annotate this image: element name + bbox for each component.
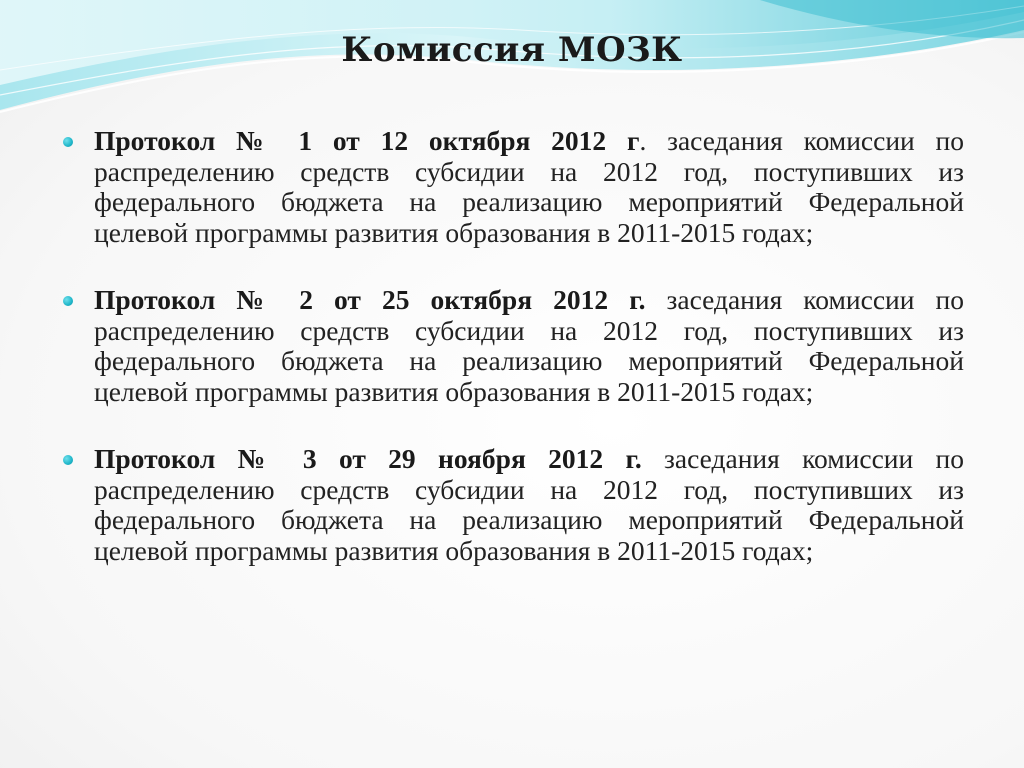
bullet-icon <box>63 296 73 306</box>
protocol-description: заседания комиссии по распределению средств субсидии на 2012 год, поступивших из федерального бюджета на реализацию мероприятий Федеральной целевой программы развития образования в 2011-2015 годах; <box>94 284 964 407</box>
slide-title: Комиссия МОЗК <box>341 30 683 70</box>
list-item <box>60 126 964 248</box>
protocol-title: Протокол № 3 от 29 ноября 2012 г. <box>94 443 642 474</box>
list-item <box>60 285 964 407</box>
bullet-list <box>60 126 964 603</box>
protocol-description: заседания комиссии по распределению средств субсидии на 2012 год, поступивших из федерального бюджета на реализацию мероприятий Федеральной целевой программы развития образования в 2011-2015 годах; <box>94 443 964 566</box>
bullet-icon <box>63 137 73 147</box>
bullet-icon <box>63 455 73 465</box>
protocol-title: Протокол № 2 от 25 октября 2012 г. <box>94 284 646 315</box>
protocol-description: . заседания комиссии по распределению средств субсидии на 2012 год, поступивших из федерального бюджета на реализацию мероприятий Федеральной целевой программы развития образования в 2011-2015 годах; <box>94 125 965 248</box>
list-item <box>60 444 964 566</box>
protocol-title: Протокол № 1 от 12 октября 2012 г <box>94 125 640 156</box>
